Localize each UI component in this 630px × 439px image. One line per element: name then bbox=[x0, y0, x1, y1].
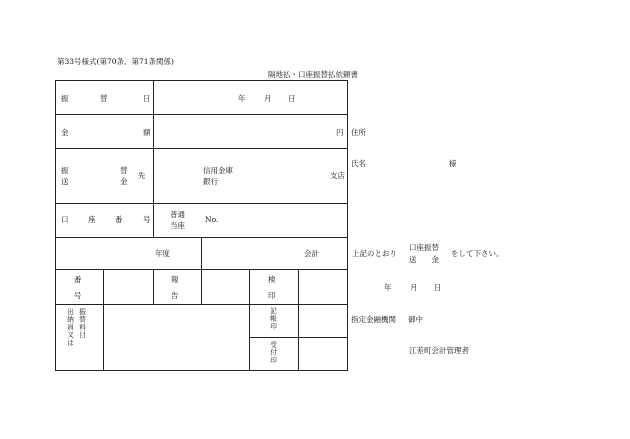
amount-label: 金 bbox=[61, 128, 69, 137]
date-year-label: 年 bbox=[238, 94, 246, 103]
account-number-label: 口 bbox=[61, 215, 69, 224]
name-label: 氏名 bbox=[351, 159, 366, 168]
column-divider bbox=[103, 269, 104, 371]
column-divider bbox=[201, 237, 202, 269]
destination-label: 先 bbox=[138, 171, 146, 180]
destination-label: 振 bbox=[61, 166, 69, 175]
row-divider bbox=[55, 114, 348, 115]
amount-label: 額 bbox=[143, 128, 151, 137]
transfer-date-label: 替 bbox=[100, 94, 108, 103]
account-number-label: 番 bbox=[115, 215, 123, 224]
destination-label: 送 bbox=[61, 177, 69, 186]
request-option-remit: 送 金 bbox=[409, 255, 439, 264]
account-type: 普通 bbox=[170, 210, 185, 219]
date-year-label: 年 bbox=[384, 283, 392, 292]
report-label: 告 bbox=[171, 291, 179, 300]
request-option-transfer: 口座振替 bbox=[409, 243, 439, 252]
transfer-date-label: 日 bbox=[143, 94, 151, 103]
column-divider bbox=[153, 80, 154, 237]
request-prefix: 上記のとおり bbox=[352, 249, 397, 258]
number-label: 番 bbox=[74, 275, 82, 284]
honorific: 様 bbox=[449, 159, 457, 168]
number-label: 号 bbox=[74, 291, 82, 300]
date-day-label: 日 bbox=[288, 94, 296, 103]
designated-bank-label: 指定金融機関 bbox=[351, 315, 396, 324]
date-month-label: 月 bbox=[410, 283, 418, 292]
form-title: 隔地払・口座振替払依頼書 bbox=[268, 70, 358, 79]
branch-label: 支店 bbox=[330, 171, 345, 180]
row-divider bbox=[55, 304, 348, 305]
account-number-label: 座 bbox=[88, 215, 96, 224]
report-label: 報 bbox=[171, 275, 179, 284]
transfer-date-label: 振 bbox=[61, 94, 69, 103]
bank-honorific: 御中 bbox=[408, 315, 423, 324]
column-divider bbox=[298, 269, 299, 371]
request-form-table bbox=[55, 80, 348, 371]
no-label: No. bbox=[205, 215, 219, 224]
transfer-fee-label: 振替料目 bbox=[77, 308, 86, 340]
fiscal-year-label: 年度 bbox=[155, 249, 170, 258]
inspection-stamp-label: 印 bbox=[268, 291, 276, 300]
destination-label: 金 bbox=[120, 177, 128, 186]
destination-label: 替 bbox=[120, 166, 128, 175]
column-divider bbox=[201, 269, 202, 304]
cashier-label: 出納員又は bbox=[65, 308, 74, 347]
inspection-stamp-label: 検 bbox=[268, 275, 276, 284]
date-day-label: 日 bbox=[434, 283, 442, 292]
institution-type: 銀行 bbox=[203, 177, 218, 186]
date-month-label: 月 bbox=[264, 94, 272, 103]
request-suffix: をして下さい。 bbox=[451, 249, 504, 258]
receipt-stamp-label: 受付印 bbox=[268, 341, 277, 365]
accounting-manager: 江差町会計管理者 bbox=[409, 346, 469, 355]
row-divider bbox=[55, 203, 348, 204]
row-divider bbox=[55, 148, 348, 149]
yen-unit: 円 bbox=[336, 128, 344, 137]
address-label: 住所 bbox=[351, 128, 366, 137]
column-divider bbox=[153, 269, 154, 304]
account-number-label: 号 bbox=[143, 215, 151, 224]
institution-type: 信用金庫 bbox=[203, 166, 233, 175]
column-divider bbox=[249, 269, 250, 371]
form-number: 第33号様式(第70条、第71条関係) bbox=[57, 57, 174, 66]
fiscal-account-label: 会計 bbox=[304, 249, 319, 258]
record-stamp-label: 記帳印 bbox=[268, 307, 277, 331]
account-type: 当座 bbox=[170, 221, 185, 230]
